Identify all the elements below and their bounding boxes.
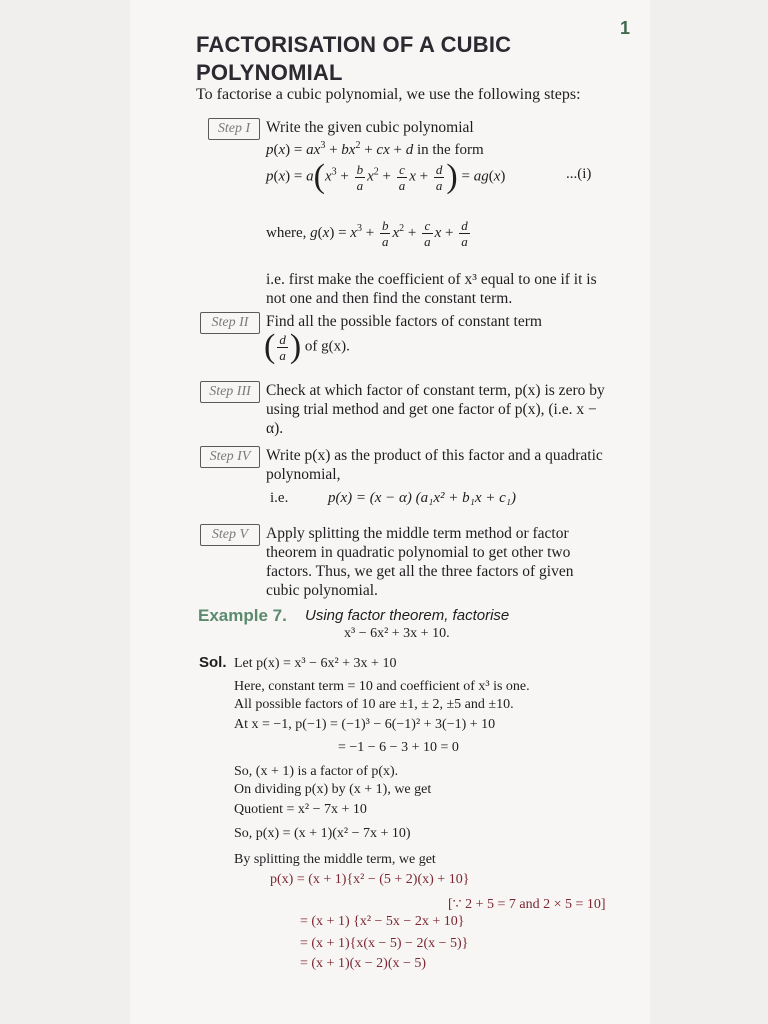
step-1-line1: Write the given cubic polynomial [266, 119, 474, 136]
page-corner-mark: 1 [620, 18, 631, 38]
step-2-badge: Step II [200, 312, 260, 334]
solution-line: Quotient = x² − 7x + 10 [234, 802, 367, 817]
step-2-text: Find all the possible factors of constant term [266, 313, 542, 330]
step-4-ie: i.e. [270, 490, 289, 506]
step-1-note: i.e. first make the coefficient of x³ equal to one if it is not one and then find the constant term. [266, 271, 597, 307]
step-1-where: where, $g(x) = x^3$ + $\frac{b}{a}$ $x^2$ + $\frac{c}{a}$ x + $\frac{d}{a}$ [266, 218, 468, 249]
step-4-badge: Step IV [200, 446, 260, 468]
step-1-where-label: where, [266, 224, 307, 241]
solution-line: So, (x + 1) is a factor of p(x). [234, 764, 399, 779]
example-label: Example 7. [198, 606, 287, 625]
solution-line: = (x + 1){x(x − 5) − 2(x − 5)} [300, 936, 469, 951]
step-2-fraction: ( $\frac{d}{a}$ ) of g(x). [264, 328, 350, 365]
solution-line: = (x + 1) {x² − 5x − 2x + 10} [300, 914, 465, 929]
solution-line: = (x + 1)(x − 2)(x − 5) [300, 956, 427, 971]
step-4-equation: p(x) = (x − α) (a₁x² + b₁x + c₁) [328, 490, 517, 506]
step-1-equation: $p(x) = a(x^3$ + $\frac{b}{a}$ $x^2$ + $\frac{c}{a}$ x + $\frac{d}{a}$ ) = ag(x) [266, 158, 506, 195]
intro-text: To factorise a cubic polynomial, we use the following steps: [196, 86, 581, 103]
step-3-badge: Step III [200, 381, 260, 403]
solution-label: Sol. [199, 654, 227, 671]
step-5-badge: Step V [200, 524, 260, 546]
section-title-line2: POLYNOMIAL [196, 60, 343, 85]
step-1-form: $p(x) = ax^3 + bx^2$ + cx + d in the form [266, 140, 484, 158]
step-1-eq-tag: ...(i) [566, 166, 592, 182]
solution-line: p(x) = (x + 1){x² − (5 + 2)(x) + 10} [270, 872, 470, 887]
example-expression: x³ − 6x² + 3x + 10. [344, 626, 450, 641]
solution-line: At x = −1, p(−1) = (−1)³ − 6(−1)² + 3(−1) + 10 [234, 717, 496, 732]
solution-line: = −1 − 6 − 3 + 10 = 0 [338, 740, 459, 755]
solution-line: All possible factors of 10 are ±1, ± 2, ±5 and ±10. [234, 697, 514, 712]
solution-line: By splitting the middle term, we get [234, 852, 436, 867]
solution-line: Here, constant term = 10 and coefficient of x³ is one. [234, 679, 530, 694]
step-1-badge: Step I [208, 118, 260, 140]
section-title-line1: FACTORISATION OF A CUBIC [196, 32, 512, 57]
step-5-text: Apply splitting the middle term method or factor theorem in quadratic polynomial to get other two factors. Thus, we get all the three factors of given cubic polynomial. [266, 525, 574, 599]
step-4-text: Write p(x) as the product of this factor and a quadratic polynomial, [266, 447, 603, 483]
step-1-form-label: in the form [416, 142, 484, 158]
solution-line: So, p(x) = (x + 1)(x² − 7x + 10) [234, 826, 411, 841]
step-2-text2: of g(x). [304, 338, 350, 355]
solution-line: Let p(x) = x³ − 6x² + 3x + 10 [234, 656, 397, 671]
solution-line: [∵ 2 + 5 = 7 and 2 × 5 = 10] [448, 897, 606, 912]
example-text: Using factor theorem, factorise [305, 607, 510, 624]
solution-line: On dividing p(x) by (x + 1), we get [234, 782, 432, 797]
step-3-text: Check at which factor of constant term, p(x) is zero by using trial method and get one factor of p(x), (i.e. x − α). [266, 382, 605, 437]
